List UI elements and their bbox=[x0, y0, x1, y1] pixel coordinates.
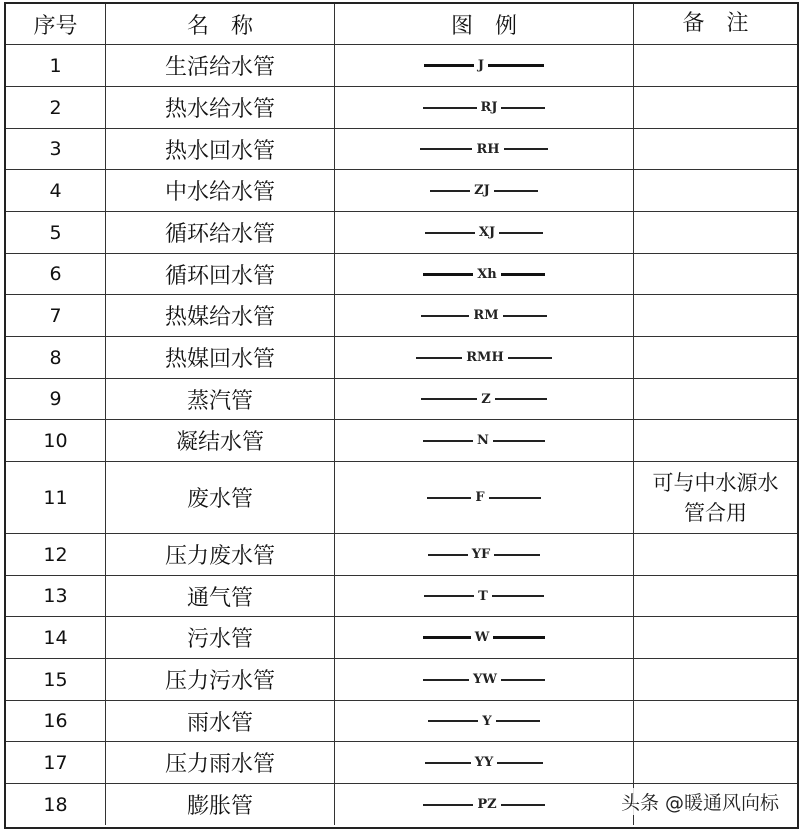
row-legend bbox=[334, 659, 633, 700]
pipe-line-symbol bbox=[425, 755, 544, 770]
row-name: 压力污水管 bbox=[105, 659, 334, 700]
row-legend bbox=[334, 420, 633, 461]
table-header-row bbox=[6, 4, 797, 44]
line-segment-left bbox=[425, 232, 475, 234]
line-segment-right bbox=[488, 64, 544, 67]
line-segment-right bbox=[496, 720, 540, 722]
line-segment-left bbox=[423, 440, 473, 442]
line-segment-left bbox=[424, 64, 474, 67]
line-segment-right bbox=[501, 804, 545, 806]
table-row bbox=[6, 461, 797, 533]
pipe-line-symbol bbox=[421, 392, 547, 407]
table-row bbox=[6, 86, 797, 128]
pipe-code: YW bbox=[473, 672, 497, 687]
row-legend bbox=[334, 254, 633, 294]
row-legend bbox=[334, 212, 633, 253]
pipe-code: RJ bbox=[480, 100, 498, 115]
line-segment-right bbox=[508, 357, 552, 359]
row-index: 6 bbox=[49, 263, 62, 285]
line-segment-right bbox=[493, 636, 545, 639]
header-index: 序号 bbox=[33, 13, 78, 39]
row-name: 通气管 bbox=[105, 576, 334, 616]
row-note bbox=[633, 701, 797, 741]
row-name: 压力废水管 bbox=[105, 534, 334, 575]
pipe-code: YF bbox=[471, 547, 491, 562]
row-note bbox=[633, 742, 797, 783]
line-segment-right bbox=[503, 315, 547, 317]
pipe-line-symbol bbox=[420, 142, 547, 157]
pipe-line-symbol bbox=[423, 433, 545, 448]
line-segment-right bbox=[493, 440, 545, 442]
table-row bbox=[6, 336, 797, 378]
row-name: 蒸汽管 bbox=[105, 379, 334, 419]
line-segment-right bbox=[494, 190, 538, 192]
row-name: 中水给水管 bbox=[105, 170, 334, 211]
table-row bbox=[6, 128, 797, 169]
row-note bbox=[633, 45, 797, 86]
pipe-code: W bbox=[474, 630, 490, 645]
pipe-line-symbol bbox=[428, 547, 541, 562]
row-legend bbox=[334, 337, 633, 378]
pipe-code: RM bbox=[473, 308, 499, 323]
table-row bbox=[6, 378, 797, 419]
table-row bbox=[6, 741, 797, 783]
pipe-code: F bbox=[475, 490, 485, 505]
row-index: 8 bbox=[49, 346, 62, 369]
line-segment-left bbox=[430, 190, 470, 192]
pipe-code: RH bbox=[476, 141, 500, 157]
row-index: 17 bbox=[43, 751, 68, 774]
line-segment-left bbox=[423, 679, 469, 681]
row-note bbox=[633, 87, 797, 128]
line-segment-left bbox=[421, 315, 469, 317]
row-index: 11 bbox=[43, 486, 68, 509]
line-segment-left bbox=[425, 762, 471, 764]
row-name: 热水给水管 bbox=[105, 87, 334, 128]
pipe-code: J bbox=[477, 58, 485, 73]
table-row bbox=[6, 211, 797, 253]
row-note bbox=[633, 379, 797, 419]
table-row bbox=[6, 533, 797, 575]
table-row bbox=[6, 294, 797, 336]
row-index: 14 bbox=[43, 626, 68, 649]
row-note bbox=[633, 337, 797, 378]
pipe-line-symbol bbox=[428, 714, 539, 729]
pipe-code: ZJ bbox=[474, 183, 490, 198]
row-index: 18 bbox=[43, 793, 68, 816]
row-name: 污水管 bbox=[105, 617, 334, 658]
row-legend bbox=[334, 617, 633, 658]
row-name: 热媒给水管 bbox=[105, 295, 334, 336]
pipe-line-symbol bbox=[423, 630, 546, 645]
line-segment-left bbox=[421, 398, 477, 400]
row-name: 雨水管 bbox=[105, 701, 334, 741]
row-index: 4 bbox=[49, 179, 62, 202]
row-index: 2 bbox=[49, 96, 62, 119]
row-index: 1 bbox=[49, 54, 62, 77]
row-note bbox=[633, 576, 797, 616]
line-segment-left bbox=[428, 554, 468, 556]
row-legend bbox=[334, 129, 633, 169]
row-note: 可与中水源水管合用 bbox=[633, 462, 797, 533]
row-note bbox=[633, 170, 797, 211]
line-segment-left bbox=[424, 595, 474, 597]
pipe-line-symbol bbox=[423, 672, 545, 687]
line-segment-right bbox=[495, 398, 547, 400]
row-legend bbox=[334, 295, 633, 336]
row-name: 循环给水管 bbox=[105, 212, 334, 253]
row-note bbox=[633, 254, 797, 294]
table-row bbox=[6, 253, 797, 294]
line-segment-right bbox=[501, 679, 545, 681]
row-index: 9 bbox=[49, 388, 62, 410]
line-segment-left bbox=[423, 273, 473, 276]
row-name: 废水管 bbox=[105, 462, 334, 533]
pipe-line-symbol bbox=[425, 225, 543, 240]
row-legend bbox=[334, 170, 633, 211]
pipe-line-symbol bbox=[423, 100, 546, 115]
row-index: 15 bbox=[43, 668, 68, 691]
row-note bbox=[633, 212, 797, 253]
row-legend bbox=[334, 701, 633, 741]
row-index: 5 bbox=[49, 221, 62, 244]
table-row bbox=[6, 575, 797, 616]
line-segment-left bbox=[427, 497, 471, 499]
line-segment-right bbox=[497, 762, 543, 764]
row-index: 10 bbox=[43, 429, 68, 452]
line-segment-left bbox=[420, 148, 472, 150]
pipe-code: Xh bbox=[477, 266, 497, 282]
pipe-line-symbol bbox=[421, 308, 546, 323]
pipe-code: XJ bbox=[478, 225, 496, 240]
line-segment-right bbox=[504, 148, 548, 150]
table-row bbox=[6, 616, 797, 658]
line-segment-right bbox=[492, 595, 544, 597]
row-name: 热媒回水管 bbox=[105, 337, 334, 378]
pipe-code: Y bbox=[482, 713, 492, 729]
line-segment-left bbox=[423, 636, 471, 639]
row-legend bbox=[334, 87, 633, 128]
row-name: 凝结水管 bbox=[105, 420, 334, 461]
table-row bbox=[6, 44, 797, 86]
row-note bbox=[633, 659, 797, 700]
row-legend bbox=[334, 576, 633, 616]
line-segment-right bbox=[494, 554, 540, 556]
row-note bbox=[633, 617, 797, 658]
line-segment-left bbox=[423, 804, 473, 806]
row-legend bbox=[334, 379, 633, 419]
header-note: 备 注 bbox=[633, 4, 797, 44]
pipe-line-symbol bbox=[427, 490, 540, 505]
header-name: 名 称 bbox=[105, 4, 334, 44]
row-legend bbox=[334, 784, 633, 825]
header-legend: 图 例 bbox=[334, 4, 633, 44]
row-note bbox=[633, 420, 797, 461]
pipe-code: YY bbox=[474, 755, 494, 770]
line-segment-right bbox=[501, 107, 545, 109]
pipe-code: T bbox=[478, 588, 488, 604]
pipe-line-symbol bbox=[424, 58, 544, 73]
row-index: 16 bbox=[43, 710, 68, 732]
row-legend bbox=[334, 534, 633, 575]
table-row bbox=[6, 419, 797, 461]
row-index: 7 bbox=[49, 304, 62, 327]
pipe-code: RMH bbox=[466, 350, 504, 365]
row-note bbox=[633, 129, 797, 169]
watermark: 头条 @暖通风向标 bbox=[617, 788, 783, 815]
table-row bbox=[6, 169, 797, 211]
pipe-code: Z bbox=[481, 391, 491, 407]
row-name: 膨胀管 bbox=[105, 784, 334, 825]
row-note bbox=[633, 295, 797, 336]
line-segment-right bbox=[499, 232, 543, 234]
row-name: 热水回水管 bbox=[105, 129, 334, 169]
row-legend bbox=[334, 462, 633, 533]
row-index: 3 bbox=[49, 138, 62, 160]
row-index: 12 bbox=[43, 543, 68, 566]
line-segment-left bbox=[423, 107, 477, 109]
row-name: 压力雨水管 bbox=[105, 742, 334, 783]
table-row bbox=[6, 658, 797, 700]
line-segment-left bbox=[416, 357, 462, 359]
row-legend bbox=[334, 742, 633, 783]
line-segment-left bbox=[428, 720, 478, 722]
line-segment-right bbox=[489, 497, 541, 499]
pipe-line-symbol bbox=[416, 350, 551, 365]
pipe-line-symbol bbox=[423, 267, 545, 282]
pipe-line-symbol bbox=[430, 183, 538, 198]
row-legend bbox=[334, 45, 633, 86]
row-note bbox=[633, 534, 797, 575]
pipe-legend-table bbox=[4, 2, 799, 829]
pipe-line-symbol bbox=[423, 797, 544, 812]
pipe-code: N bbox=[477, 433, 489, 448]
pipe-line-symbol bbox=[424, 589, 544, 604]
row-name: 循环回水管 bbox=[105, 254, 334, 294]
line-segment-right bbox=[501, 273, 545, 276]
pipe-code: PZ bbox=[477, 797, 497, 812]
row-name: 生活给水管 bbox=[105, 45, 334, 86]
row-index: 13 bbox=[43, 585, 68, 607]
table-row bbox=[6, 700, 797, 741]
